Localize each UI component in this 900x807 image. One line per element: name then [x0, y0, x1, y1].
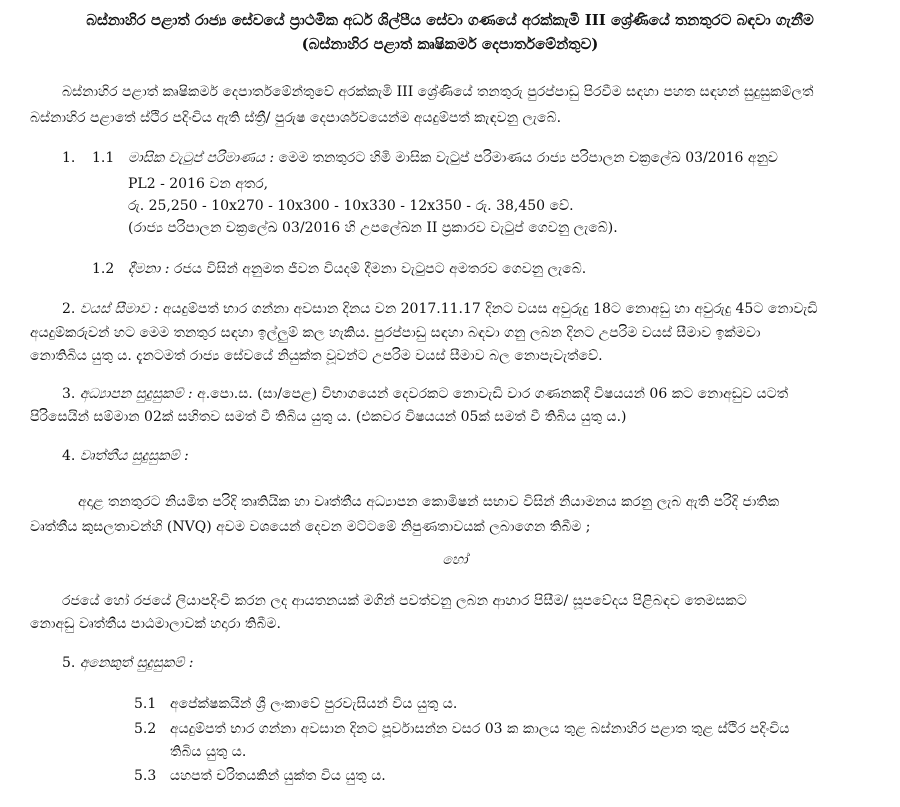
salary-scale-label: මාසික වැටුප් පරිමාණය :	[128, 150, 275, 166]
section-1-1-line-1	[128, 145, 888, 171]
section-2-line-3: නොතිබිය යුතු ය. දැනටමත් රාජ්‍ය සේවයේ නියුක්ත වූවන්ට උපරිම වයස් සීමාව බල නොපැවැත්වේ.	[30, 348, 603, 364]
item-5-2-number: 5.2	[134, 721, 157, 737]
intro-line-2: බස්නාහිර පළාතේ ස්ථිර පදිංචිය ඇති ස්ත්‍රී/ පුරුෂ දෙපාර්ශවයෙන්ම අයදුම්පත් කැඳවනු ලැබේ.	[30, 110, 562, 126]
section-4-heading	[62, 443, 462, 469]
salary-code: PL2 - 2016 වන අතර,	[128, 176, 269, 192]
item-5-1-number: 5.1	[134, 696, 157, 712]
section-3-line-2: පිරිසෙයින් සම්මාන 02ක් සහිතව සමත් වී තිබිය යුතු ය. (එකවර විෂයයන් 05ක් සමත් වී තිබිය යුතු ය.)	[30, 409, 627, 425]
document-title: බස්නාහිර පළාත් රාජ්‍ය සේවයේ ප්‍රාථමික අර්ධ ශිල්පීය සේවා ගණයේ අරක්කැමි III ශ්‍රේණියේ තනතුරට බඳවා ගැනීම	[86, 11, 814, 29]
section-5-heading	[62, 650, 462, 676]
allowance-label: දීමනා :	[128, 261, 170, 277]
section-4-para-2-line-1: රජයේ හෝ රජයේ ලියාපදිංචි කරන ලද ආයතනයක් මගින් පවත්වනු ලබන ආහාර පිසීම/ සූපවේදය පිළිබඳව තෙමසකට	[62, 593, 747, 609]
item-5-2-line-2: තිබිය යුතු ය.	[170, 744, 247, 760]
age-limit-text: අයදුම්පත් භාර ගන්නා අවසාන දිනය වන 2017.11.17 දිනට වයස අවුරුදු 18ට නොඅඩු හා අවුරුදු 45ට නොවැඩි	[162, 301, 818, 317]
section-1-1-number: 1.1	[92, 150, 115, 166]
section-1-2-number: 1.2	[92, 261, 115, 277]
intro-line-1: බස්නාහිර පළාත් කෘෂිකර්ම දෙපාර්තමේන්තුවේ අරක්කැමි III ශ්‍රේණියේ තනතුරු පුරප්පාඩු පිරවීම සඳහා පහත සඳහන් සුදුසුකම්ලත්	[62, 84, 814, 100]
section-4-number: 4.	[62, 448, 76, 464]
section-5-number: 5.	[62, 655, 76, 671]
section-1-2-line	[128, 256, 888, 282]
section-3-number: 3.	[62, 386, 76, 402]
item-5-2-line-1: අයදුම්පත් භාර ගන්නා අවසාන දිනට පූර්වාසන්න වසර 03 ක කාලය තුළ බස්නාහිර පළාත තුළ ස්ථිර පදිංචිය	[170, 721, 790, 737]
section-2-line-1	[62, 296, 887, 322]
salary-range: රු. 25,250 - 10x270 - 10x300 - 10x330 - 12x350 - රු. 38,450 වේ.	[128, 198, 574, 214]
section-1-number: 1.	[62, 150, 76, 166]
salary-scale-text: මෙම තනතුරට හිමි මාසික වැටුප් පරිමාණය රාජ්‍ය පරිපාලන චක්‍රලේඛ 03/2016 අනුව	[278, 150, 778, 166]
education-label: අධ්‍යාපන සුදුසුකම් :	[79, 386, 193, 402]
section-4-para-1-line-1: අදාළ තනතුරට නියමිත පරිදි තෘතියික හා වෘත්තීය අධ්‍යාපන කොමිෂන් සභාව විසින් නියාමනය කරනු ලැබ ඇති පරිදි ජාතික	[78, 494, 780, 510]
section-4-para-1-line-2: වෘත්තීය කුසලතාවන්හි (NVQ) අවම වශයෙන් දෙවන මට්ටමේ නිපුණතාවයක් ලබාගෙන තිබීම ;	[30, 519, 591, 535]
section-2-number: 2.	[62, 301, 76, 317]
item-5-3-number: 5.3	[134, 768, 157, 784]
age-limit-label: වයස් සීමාව :	[79, 301, 159, 317]
or-separator: හෝ	[442, 552, 468, 568]
document-subtitle: (බස්නාහිර පළාත් කෘෂිකර්ම දෙපාර්තමේන්තුව)	[301, 35, 599, 53]
item-5-3-text: යහපත් චරිතයකින් යුක්ත විය යුතු ය.	[170, 768, 386, 784]
salary-circular-note: (රාජ්‍ය පරිපාලන චක්‍රලේඛ 03/2016 හි උපලේඛන II ප්‍රකාරව වැටුප් ගෙවනු ලැබේ).	[128, 220, 618, 236]
other-qualifications-label: අනෙකුත් සුදුසුකම් :	[79, 655, 194, 671]
section-4-para-2-line-2: නොඅඩු වෘත්තීය පාඨමාලාවක් හදාරා තිබීම.	[30, 616, 281, 632]
section-2-line-2: අයදුම්කරුවන් හට මෙම තනතුර සඳහා ඉල්ලුම් කල හැකිය. පුරප්පාඩු සඳහා බඳවා ගනු ලබන දිනට උපරිම වයස් සීමාව ඉක්මවා	[30, 325, 761, 341]
education-text: අ.පො.ස. (සා/පෙළ) විභාගයෙන් දෙවරකට නොවැඩි වාර ගණනකදී විෂයයන් 06 කට නොඅඩුව යටත්	[197, 386, 789, 402]
item-5-1-text: අපේක්ෂකයින් ශ්‍රී ලංකාවේ පුරවැසියන් විය යුතු ය.	[170, 696, 458, 712]
vocational-label: වෘත්තීය සුදුසුකම් :	[79, 448, 189, 464]
allowance-text: රජය විසින් අනුමත ජීවන වියදම් දීමනා වැටුපට අමතරව ගෙවනු ලැබේ.	[173, 261, 587, 277]
